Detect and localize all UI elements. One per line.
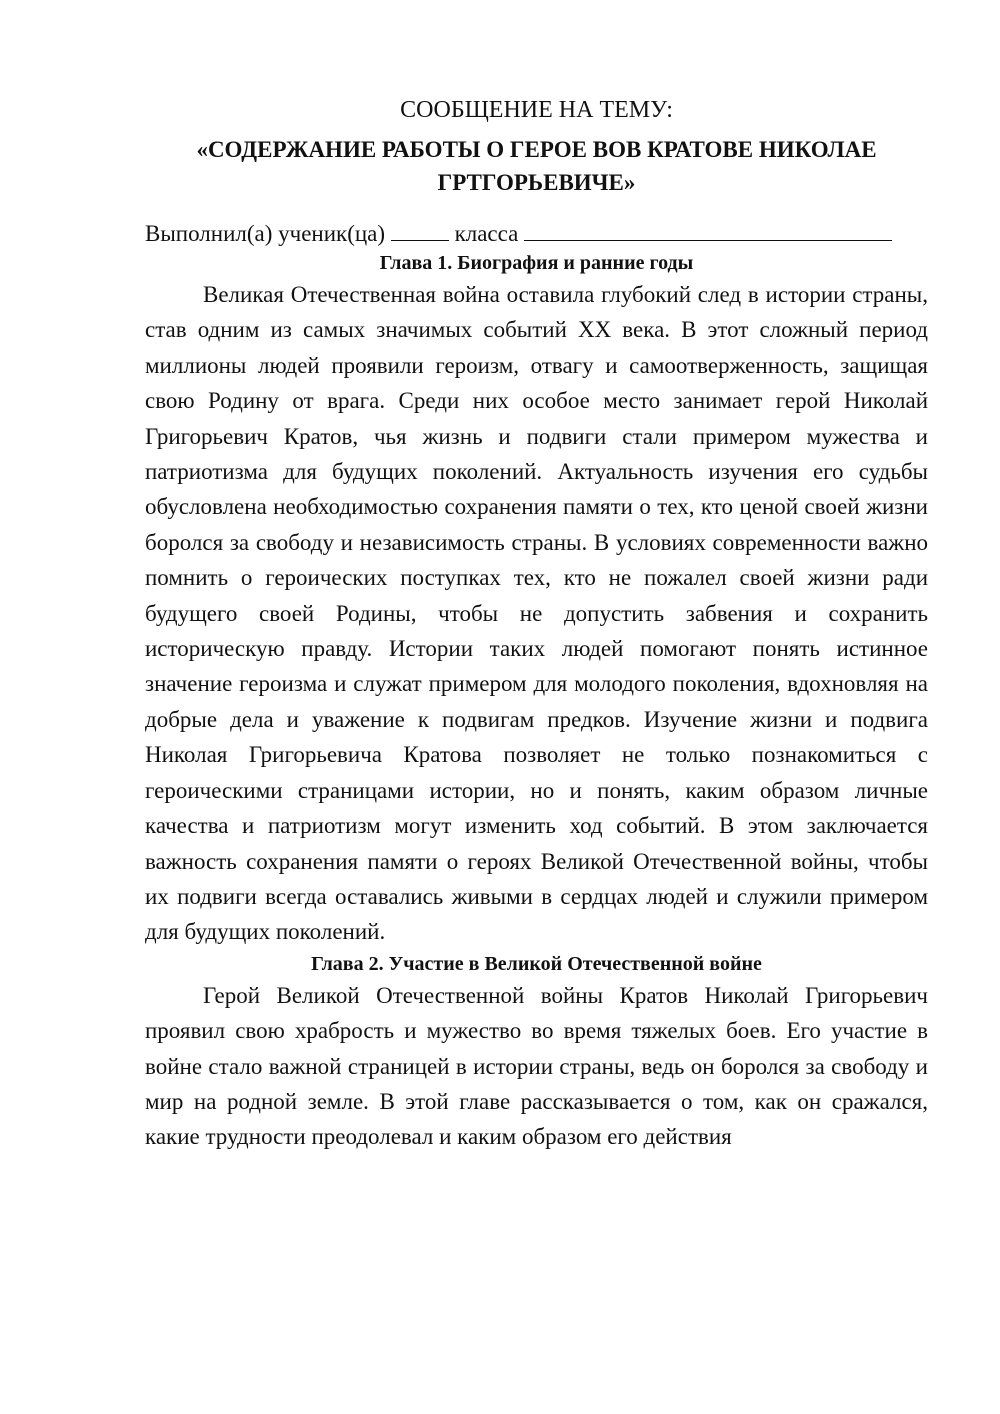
chapter-1-paragraph: Великая Отечественная война оставила глубокий след в истории страны, став одним из самых значимых событий XX века. В этот сложный период миллионы людей проявили героизм, отвагу и самоотверженность, защищая свою Родину от врага. Среди них особое место занимает герой Николай Григорьевич Кратов, чья жизнь и подвиги стали примером мужества и патриотизма для будущих поколений. Актуальность изучения его судьбы обусловлена необходимостью сохранения памяти о тех, кто ценой своей жизни боролся за свободу и независимость страны. В условиях современности важно помнить о героических поступках тех, кто не пожалел своей жизни ради будущего своей Родины, чтобы не допустить забвения и сохранить историческую правду. Истории таких людей помогают понять истинное значение героизма и служат примером для молодого поколения, вдохновляя на добрые дела и уважение к подвигам предков. Изучение жизни и подвига Николая Григорьевича Кратова позволяет не только познакомиться с героическими страницами истории, но и понять, каким образом личные качества и патриотизм могут изменить ход событий. В этом заключается важность сохранения памяти о героях Великой Отечественной войны, чтобы их подвиги всегда оставались живыми в сердцах людей и служили примером для будущих поколений.	[145, 282, 928, 945]
chapter-2-paragraph: Герой Великой Отечественной войны Кратов Николай Григорьевич проявил свою храбрость и мужество во время тяжелых боев. Его участие в войне стало важной страницей в истории страны, ведь он боролся за свободу и мир на родной земле. В этой главе рассказывается о том, как он сражался, какие трудности преодолевал и каким образом его действия	[145, 982, 928, 1150]
title-line-1: «СОДЕРЖАНИЕ РАБОТЫ О ГЕРОЕ ВОВ КРАТОВЕ НИКОЛАЕ	[196, 137, 877, 162]
chapter-1-heading: Глава 1. Биография и ранние годы	[379, 252, 694, 274]
author-line	[145, 219, 928, 249]
class-label: класса	[454, 221, 519, 246]
subject-line: СООБЩЕНИЕ НА ТЕМУ:	[400, 97, 673, 123]
title-line-2: ГРТГОРЬЕВИЧЕ»	[437, 170, 636, 195]
grade-blank	[391, 220, 449, 241]
author-label: Выполнил(а) ученик(ца)	[145, 221, 386, 246]
class-name-blank	[524, 220, 892, 241]
document-page	[145, 95, 928, 1155]
chapter-2-heading: Глава 2. Участие в Великой Отечественной войне	[311, 952, 762, 975]
document-title	[145, 133, 928, 199]
